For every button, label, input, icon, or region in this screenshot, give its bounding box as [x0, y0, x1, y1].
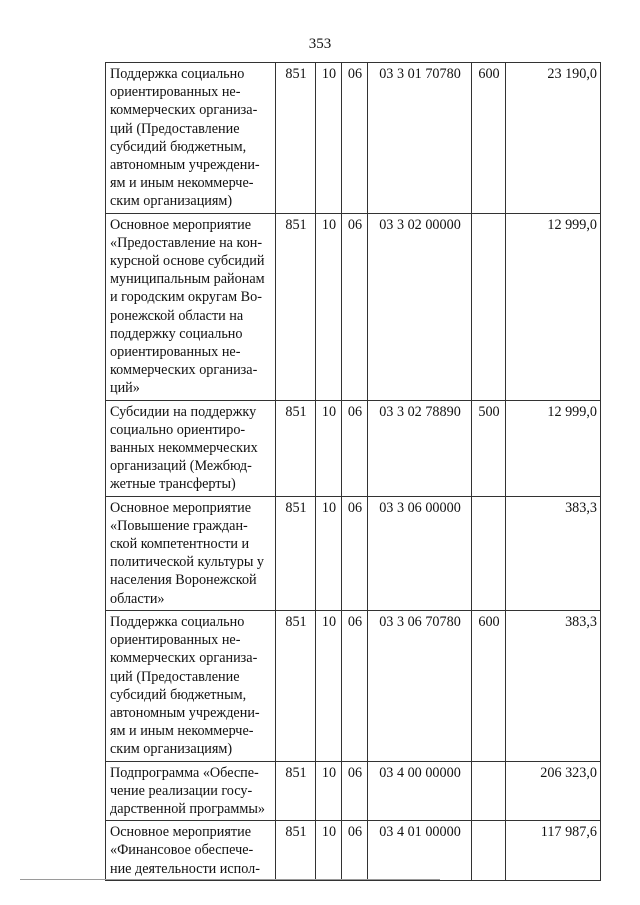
- subsection-code-cell: 06: [342, 63, 368, 214]
- expense-type-cell: 600: [472, 610, 506, 761]
- target-article-cell: 03 3 02 00000: [368, 213, 472, 400]
- section-code-cell: 10: [316, 213, 342, 400]
- expense-type-cell: [472, 496, 506, 610]
- section-code-cell: 10: [316, 400, 342, 496]
- budget-table: [105, 62, 601, 881]
- expense-type-cell: [472, 213, 506, 400]
- row-name-cell: Поддержка социально ориентированных не-коммерческих организа-ций (Предоставление субсидий бюджетным, автономным учреждени-ям и иным некоммерче-ским организациям): [106, 63, 276, 214]
- row-name-cell: Поддержка социально ориентированных не-коммерческих организа-ций (Предоставление субсидий бюджетным, автономным учреждени-ям и иным некоммерче-ским организациям): [106, 610, 276, 761]
- table-row: [106, 761, 601, 821]
- subsection-code-cell: 06: [342, 610, 368, 761]
- subsection-code-cell: 06: [342, 496, 368, 610]
- section-code-cell: 10: [316, 496, 342, 610]
- target-article-cell: 03 4 01 00000: [368, 821, 472, 881]
- expense-type-cell: [472, 761, 506, 821]
- amount-cell: 12 999,0: [506, 213, 601, 400]
- target-article-cell: 03 3 06 00000: [368, 496, 472, 610]
- table-row: [106, 63, 601, 214]
- subsection-code-cell: 06: [342, 400, 368, 496]
- target-article-cell: 03 3 01 70780: [368, 63, 472, 214]
- table-row: [106, 400, 601, 496]
- grbs-code-cell: 851: [276, 496, 316, 610]
- amount-cell: 12 999,0: [506, 400, 601, 496]
- amount-cell: 117 987,6: [506, 821, 601, 881]
- amount-cell: 383,3: [506, 496, 601, 610]
- grbs-code-cell: 851: [276, 610, 316, 761]
- subsection-code-cell: 06: [342, 761, 368, 821]
- grbs-code-cell: 851: [276, 821, 316, 881]
- bottom-divider: [20, 879, 440, 880]
- grbs-code-cell: 851: [276, 213, 316, 400]
- grbs-code-cell: 851: [276, 761, 316, 821]
- table-row: [106, 821, 601, 881]
- subsection-code-cell: 06: [342, 821, 368, 881]
- amount-cell: 206 323,0: [506, 761, 601, 821]
- row-name-cell: Основное мероприятие «Повышение граждан-ской компетентности и политической культуры у населения Воронежской области»: [106, 496, 276, 610]
- amount-cell: 383,3: [506, 610, 601, 761]
- expense-type-cell: 500: [472, 400, 506, 496]
- subsection-code-cell: 06: [342, 213, 368, 400]
- row-name-cell: Подпрограмма «Обеспе-чение реализации госу-дарственной программы»: [106, 761, 276, 821]
- row-name-cell: Основное мероприятие «Финансовое обеспече-ние деятельности испол-: [106, 821, 276, 881]
- target-article-cell: 03 4 00 00000: [368, 761, 472, 821]
- grbs-code-cell: 851: [276, 63, 316, 214]
- target-article-cell: 03 3 06 70780: [368, 610, 472, 761]
- row-name-cell: Основное мероприятие «Предоставление на кон-курсной основе субсидий муниципальным районам и городским округам Во-ронежской области на поддержку социально ориентированных не-коммерческих организа-ций»: [106, 213, 276, 400]
- section-code-cell: 10: [316, 610, 342, 761]
- grbs-code-cell: 851: [276, 400, 316, 496]
- section-code-cell: 10: [316, 63, 342, 214]
- section-code-cell: 10: [316, 821, 342, 881]
- amount-cell: 23 190,0: [506, 63, 601, 214]
- section-code-cell: 10: [316, 761, 342, 821]
- table-row: [106, 610, 601, 761]
- table-row: [106, 213, 601, 400]
- expense-type-cell: 600: [472, 63, 506, 214]
- target-article-cell: 03 3 02 78890: [368, 400, 472, 496]
- row-name-cell: Субсидии на поддержку социально ориентиро-ванных некоммерческих организаций (Межбюд-жетные трансферты): [106, 400, 276, 496]
- page-number: 353: [308, 36, 332, 52]
- table-row: [106, 496, 601, 610]
- expense-type-cell: [472, 821, 506, 881]
